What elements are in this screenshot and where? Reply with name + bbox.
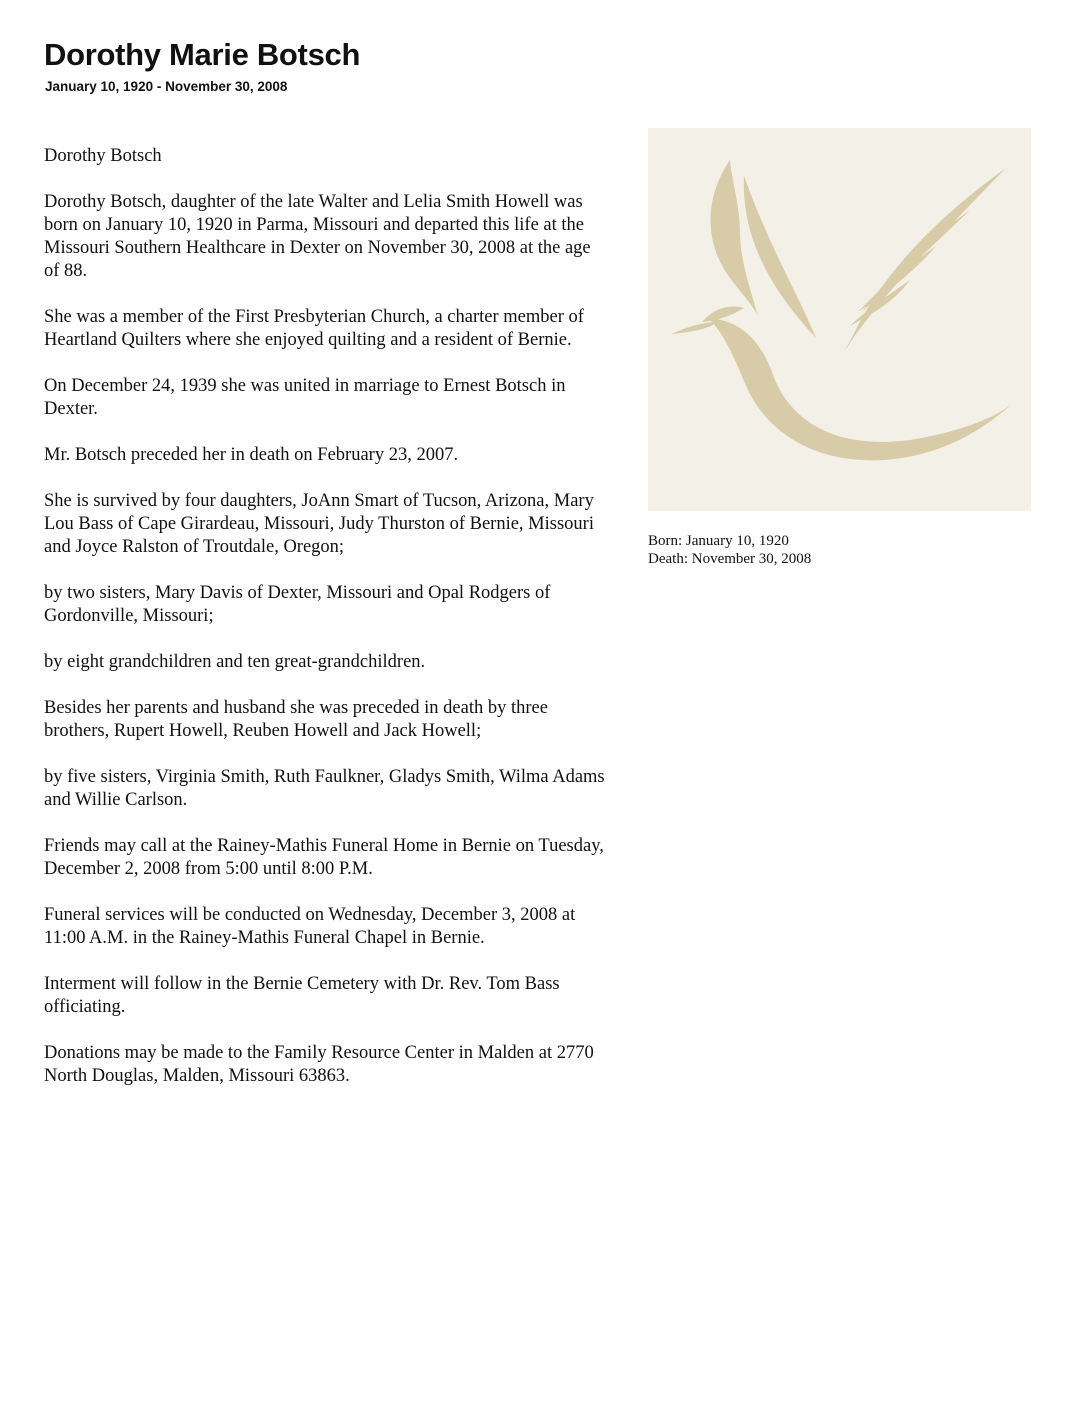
obituary-paragraph: by five sisters, Virginia Smith, Ruth Faulkner, Gladys Smith, Wilma Adams and Willie Carlson.	[44, 767, 605, 810]
memorial-image	[648, 128, 1031, 511]
life-summary	[648, 532, 811, 568]
death-date: Death: November 30, 2008	[648, 551, 812, 567]
obituary-text	[44, 145, 609, 1111]
obituary-paragraph: by eight grandchildren and ten great-grandchildren.	[44, 652, 426, 672]
obituary-paragraph: On December 24, 1939 she was united in marriage to Ernest Botsch in Dexter.	[44, 376, 566, 419]
life-dates: January 10, 1920 - November 30, 2008	[45, 79, 288, 94]
obituary-paragraph: She was a member of the First Presbyterian Church, a charter member of Heartland Quilters where she enjoyed quilting and a resident of Bernie.	[44, 307, 584, 350]
obituary-paragraph: Funeral services will be conducted on Wednesday, December 3, 2008 at 11:00 A.M. in the Rainey-Mathis Funeral Chapel in Bernie.	[44, 905, 576, 948]
obituary-paragraph: She is survived by four daughters, JoAnn Smart of Tucson, Arizona, Mary Lou Bass of Cape Girardeau, Missouri, Judy Thurston of Bernie, Missouri and Joyce Ralston of Troutdale, Oregon;	[44, 491, 594, 557]
page-title: Dorothy Marie Botsch	[44, 37, 361, 72]
obituary-paragraph: by two sisters, Mary Davis of Dexter, Missouri and Opal Rodgers of Gordonville, Missouri;	[44, 583, 551, 626]
obituary-paragraph: Dorothy Botsch, daughter of the late Walter and Lelia Smith Howell was born on January 10, 1920 in Parma, Missouri and departed this life at the Missouri Southern Healthcare in Dexter on November 30, 2008 at the age of 88.	[44, 192, 591, 281]
obituary-paragraph: Friends may call at the Rainey-Mathis Funeral Home in Bernie on Tuesday, December 2, 2008 from 5:00 until 8:00 P.M.	[44, 836, 604, 879]
born-date: Born: January 10, 1920	[648, 533, 789, 549]
obituary-paragraph: Donations may be made to the Family Resource Center in Malden at 2770 North Douglas, Malden, Missouri 63863.	[44, 1043, 594, 1086]
obituary-name: Dorothy Botsch	[44, 146, 162, 166]
obituary-paragraph: Interment will follow in the Bernie Cemetery with Dr. Rev. Tom Bass officiating.	[44, 974, 560, 1017]
obituary-paragraph: Mr. Botsch preceded her in death on February 23, 2007.	[44, 445, 459, 465]
dove-icon	[648, 128, 1031, 511]
obituary-paragraph: Besides her parents and husband she was preceded in death by three brothers, Rupert Howell, Reuben Howell and Jack Howell;	[44, 698, 548, 741]
